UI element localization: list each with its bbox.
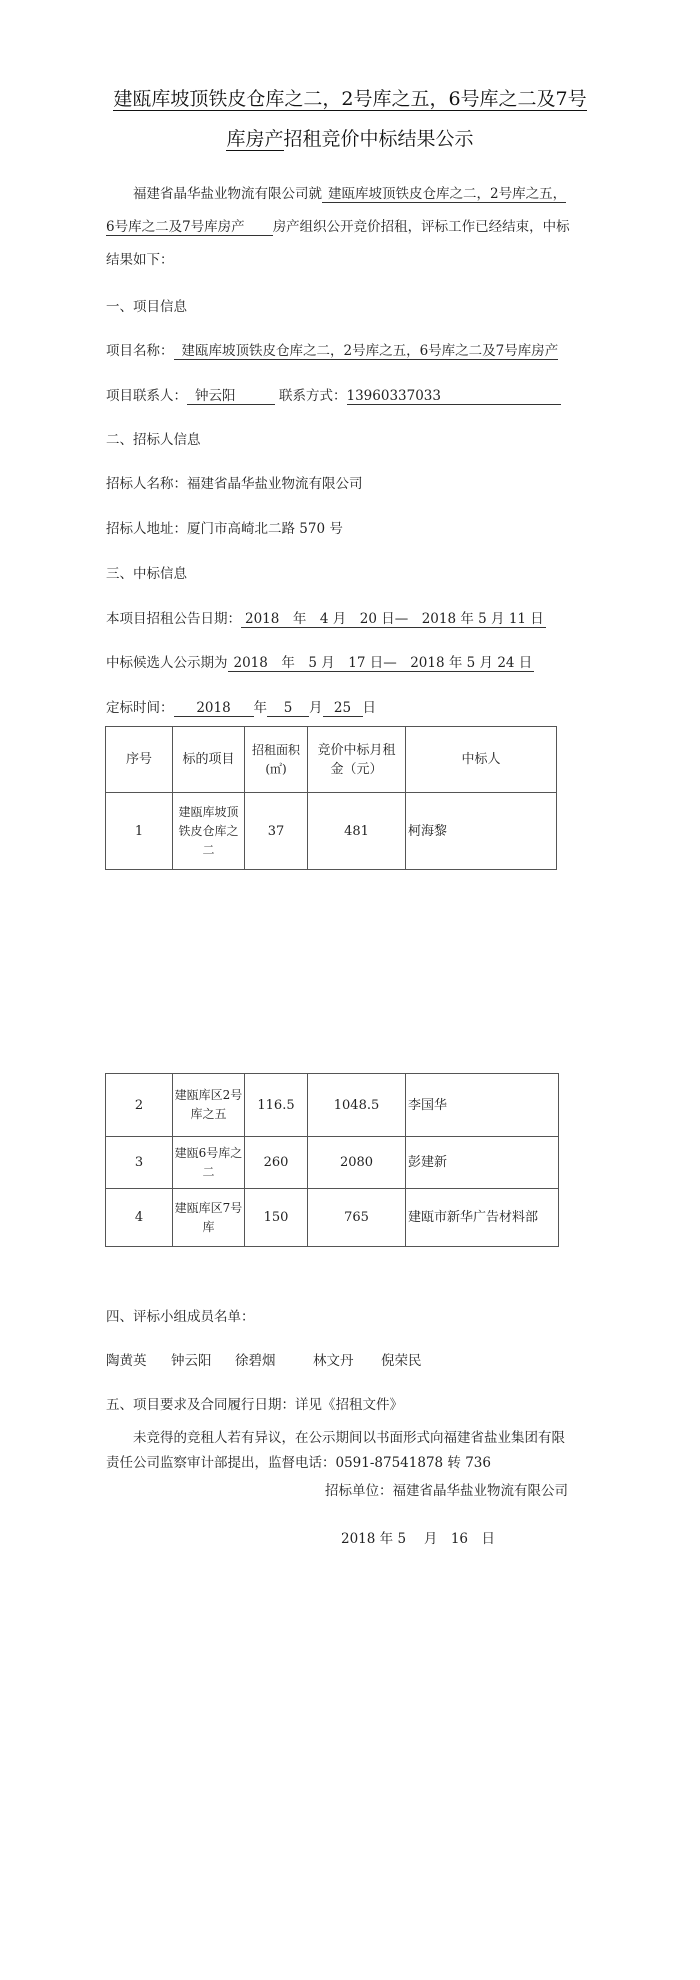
row1-rent: 481	[308, 793, 406, 870]
title-underlined-tail: 库房产	[226, 128, 284, 150]
section3-heading: 三、中标信息	[106, 566, 187, 582]
publicity-date-row	[106, 651, 534, 672]
row4-item-line2: 库	[202, 1219, 215, 1234]
member-4: 林文丹	[313, 1353, 354, 1369]
contact-row	[106, 384, 561, 405]
bid-result-table-top	[105, 726, 557, 870]
table-row	[106, 1189, 559, 1247]
table-row	[106, 793, 557, 870]
decision-day: 25	[323, 700, 363, 717]
intro-line1	[133, 182, 566, 203]
contact-method-label: 联系方式：	[279, 388, 347, 404]
publicity-label: 中标候选人公示期为	[106, 655, 228, 671]
member-3: 徐碧烟	[235, 1353, 276, 1369]
intro-line2	[106, 215, 570, 236]
tenderer-name: 招标人名称：福建省晶华盐业物流有限公司	[106, 476, 363, 492]
row1-item-line3: 二	[202, 842, 215, 857]
announce-dates: 2018 年 4 月 20 日— 2018 年 5 月 11 日	[241, 611, 546, 628]
row3-item-line1: 建瓯6号库之	[174, 1145, 243, 1160]
row1-item-line2: 铁皮仓库之	[178, 823, 239, 838]
intro-suffix1: 房产组织公开竞价招租，评标工作已经结束，中标	[272, 219, 570, 235]
header-no: 序号	[106, 727, 173, 793]
objection-line1: 未竞得的竞租人若有异议，在公示期间以书面形式向福建省盐业集团有限	[133, 1430, 565, 1446]
title-underlined-part: 建瓯库坡顶铁皮仓库之二，2号库之五，6号库之二及7号	[113, 88, 587, 110]
row2-winner: 李国华	[406, 1074, 559, 1137]
contact-name: 钟云阳	[187, 388, 275, 405]
row1-no: 1	[106, 793, 173, 870]
table-row	[106, 1137, 559, 1189]
table-row	[106, 1074, 559, 1137]
row1-item-line1: 建瓯库坡顶	[178, 804, 239, 819]
header-rent	[308, 727, 406, 793]
row1-item	[173, 793, 245, 870]
row4-item	[173, 1189, 245, 1247]
tenderer-address: 招标人地址：厦门市高崎北二路 570 号	[106, 521, 343, 537]
row4-item-line1: 建瓯库区7号	[174, 1200, 243, 1215]
bid-result-table-bottom	[105, 1073, 559, 1247]
row2-no: 2	[106, 1074, 173, 1137]
intro-project-name-2: 6号库之二及7号库房产	[106, 219, 273, 236]
header-rent-line1: 竞价中标月租	[317, 742, 396, 758]
row3-winner: 彭建新	[406, 1137, 559, 1189]
decision-yue: 月	[309, 700, 323, 716]
intro-project-name-1: 建瓯库坡顶铁皮仓库之二，2号库之五，	[322, 186, 566, 203]
row1-winner: 柯海黎	[406, 793, 557, 870]
contact-phone: 13960337033	[347, 388, 561, 405]
issuing-unit: 招标单位：福建省晶华盐业物流有限公司	[325, 1483, 568, 1499]
decision-label: 定标时间：	[106, 700, 174, 716]
header-area-line1: 招租面积	[251, 742, 300, 757]
section1-heading: 一、项目信息	[106, 299, 187, 315]
row2-item-line1: 建瓯库区2号	[174, 1088, 243, 1102]
table-header-row	[106, 727, 557, 793]
title-rest: 招租竞价中标结果公示	[283, 128, 474, 150]
header-winner: 中标人	[406, 727, 557, 793]
decision-nian: 年	[253, 700, 267, 716]
publicity-dates: 2018 年 5 月 17 日— 2018 年 5 月 24 日	[228, 655, 535, 672]
row3-item	[173, 1137, 245, 1189]
row2-area: 116.5	[245, 1074, 308, 1137]
header-item: 标的项目	[173, 727, 245, 793]
row3-area: 260	[245, 1137, 308, 1189]
section4-heading: 四、评标小组成员名单：	[106, 1309, 255, 1325]
row3-item-line2: 二	[202, 1164, 215, 1179]
issue-date: 2018 年 5 月 16 日	[341, 1531, 495, 1547]
page-title-line2	[0, 124, 700, 151]
section5-heading: 五、项目要求及合同履行日期：详见《招租文件》	[106, 1397, 403, 1413]
decision-ri: 日	[362, 700, 376, 716]
decision-month: 5	[267, 700, 309, 717]
header-rent-line2: 金（元）	[330, 761, 383, 777]
member-5: 倪荣民	[381, 1353, 422, 1369]
intro-prefix: 福建省晶华盐业物流有限公司就	[133, 186, 322, 202]
row4-area: 150	[245, 1189, 308, 1247]
header-area	[245, 727, 308, 793]
row2-item	[173, 1074, 245, 1137]
row4-winner: 建瓯市新华广告材料部	[406, 1189, 559, 1247]
objection-line2: 责任公司监察审计部提出，监督电话：0591-87541878 转 736	[106, 1455, 491, 1471]
announce-date-row	[106, 607, 546, 628]
member-2: 钟云阳	[171, 1353, 212, 1369]
row4-rent: 765	[308, 1189, 406, 1247]
contact-label: 项目联系人：	[106, 388, 187, 404]
announce-label: 本项目招租公告日期：	[106, 611, 241, 627]
decision-date-row	[106, 696, 376, 717]
row4-no: 4	[106, 1189, 173, 1247]
row1-area: 37	[245, 793, 308, 870]
section2-heading: 二、招标人信息	[106, 432, 201, 448]
project-name-value: 建瓯库坡顶铁皮仓库之二，2号库之五，6号库之二及7号库房产	[174, 343, 559, 360]
project-name-label: 项目名称：	[106, 343, 174, 359]
decision-year: 2018	[174, 700, 254, 717]
row2-item-line2: 库之五	[190, 1107, 227, 1121]
header-area-line2: (㎡)	[265, 761, 287, 776]
member-1: 陶黄英	[106, 1353, 147, 1369]
row3-no: 3	[106, 1137, 173, 1189]
row2-rent: 1048.5	[308, 1074, 406, 1137]
intro-line3: 结果如下：	[106, 252, 174, 268]
page-title-line1	[0, 88, 700, 111]
row3-rent: 2080	[308, 1137, 406, 1189]
project-name-row	[106, 339, 558, 360]
